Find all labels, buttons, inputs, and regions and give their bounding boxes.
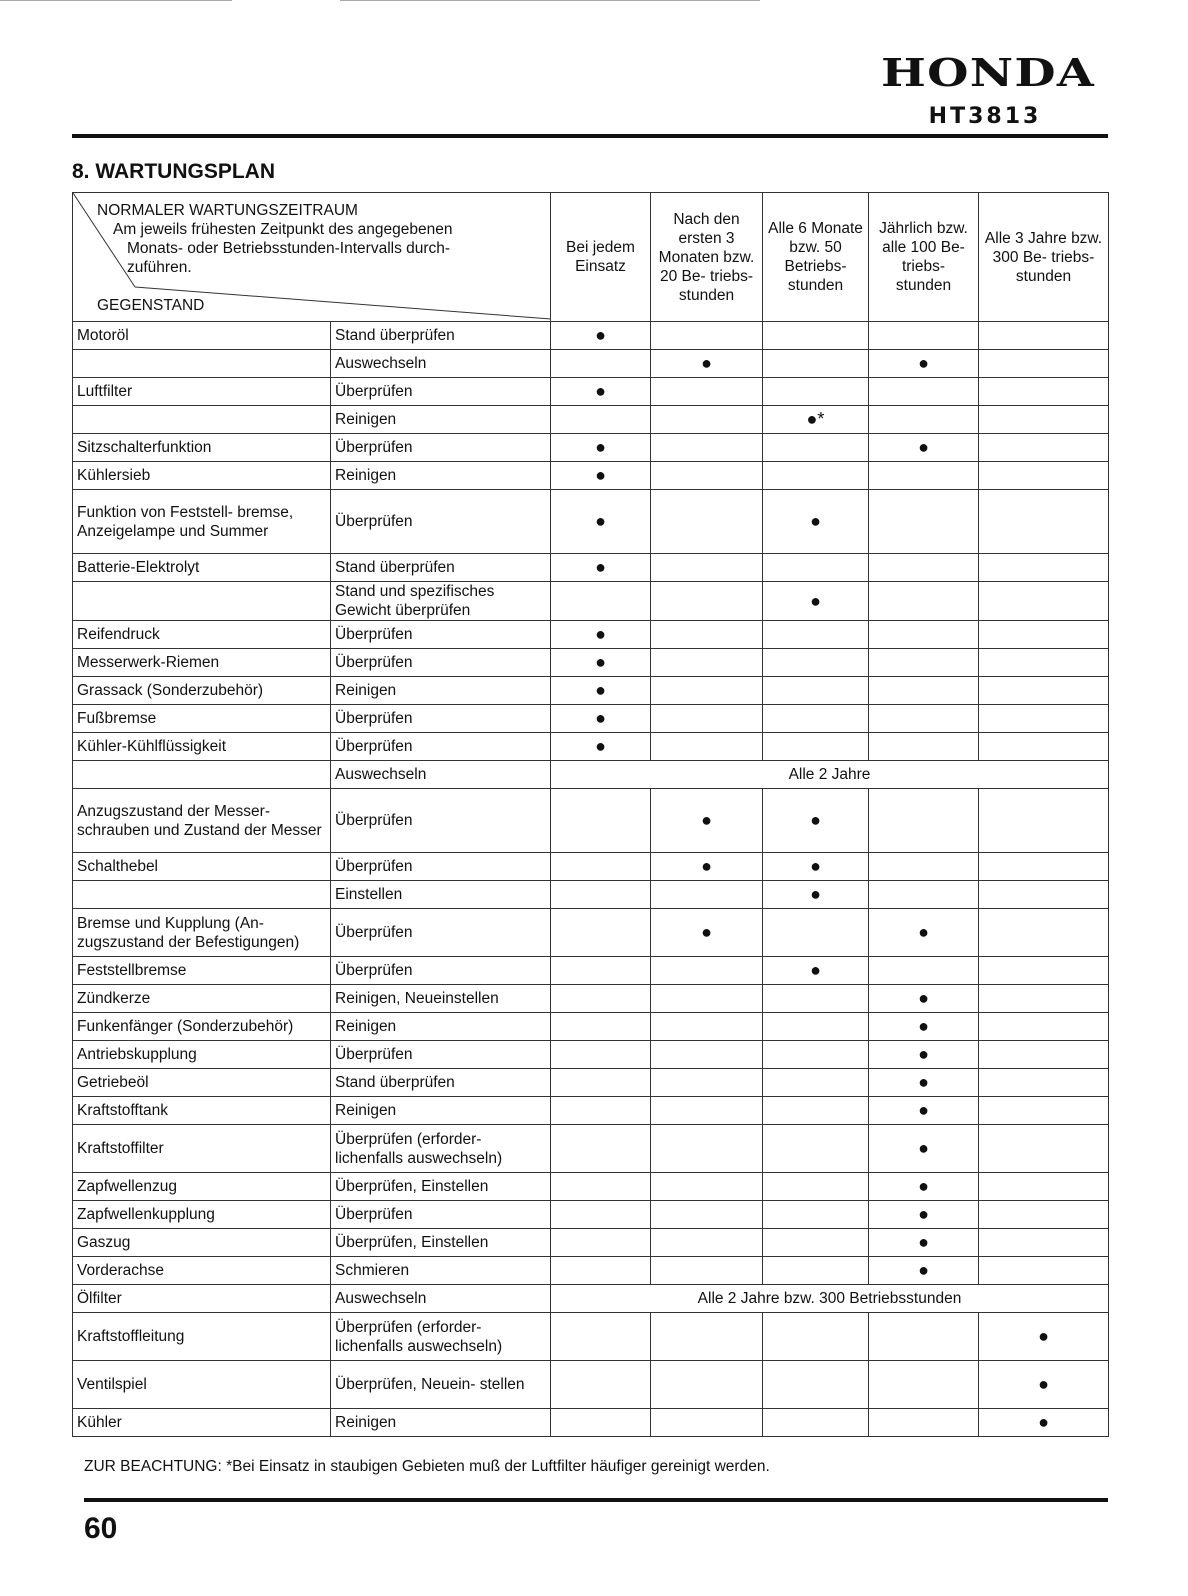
schedule-mark [869,1409,979,1437]
schedule-mark: ● [869,1069,979,1097]
maintenance-action: Reinigen [331,406,551,434]
schedule-mark [979,322,1109,350]
maintenance-item: Bremse und Kupplung (An- zugszustand der Befestigungen) [73,909,331,957]
schedule-mark [651,985,763,1013]
table-row [73,621,1109,649]
maintenance-item: Fußbremse [73,705,331,733]
maintenance-schedule-table [72,192,1109,1437]
schedule-mark [763,1041,869,1069]
maintenance-action: Stand überprüfen [331,322,551,350]
schedule-mark [869,378,979,406]
schedule-mark [869,322,979,350]
table-row [73,554,1109,582]
schedule-mark: ● [869,1229,979,1257]
schedule-mark [979,1201,1109,1229]
maintenance-item: Antriebskupplung [73,1041,331,1069]
table-row [73,1201,1109,1229]
schedule-mark [979,1229,1109,1257]
schedule-mark [869,462,979,490]
schedule-mark [979,649,1109,677]
schedule-mark: ● [551,733,651,761]
schedule-mark: ● [763,853,869,881]
schedule-mark [651,1069,763,1097]
schedule-mark [551,1069,651,1097]
maintenance-action: Reinigen [331,1097,551,1125]
schedule-mark: ● [551,490,651,554]
schedule-mark [763,554,869,582]
schedule-mark [979,350,1109,378]
table-row [73,378,1109,406]
table-row [73,985,1109,1013]
schedule-mark [551,582,651,621]
maintenance-action: Reinigen [331,1409,551,1437]
schedule-mark [551,985,651,1013]
schedule-mark [651,677,763,705]
schedule-mark [763,909,869,957]
schedule-mark [651,1125,763,1173]
maintenance-item: Zündkerze [73,985,331,1013]
schedule-mark [551,957,651,985]
schedule-mark [763,1173,869,1201]
schedule-mark [869,649,979,677]
schedule-mark [869,621,979,649]
schedule-mark: ● [763,789,869,853]
schedule-mark: ● [869,1257,979,1285]
table-row [73,649,1109,677]
schedule-mark: ● [869,1013,979,1041]
schedule-mark [651,1097,763,1125]
schedule-mark [651,733,763,761]
schedule-mark [979,1125,1109,1173]
maintenance-action: Schmieren [331,1257,551,1285]
schedule-mark: ● [869,985,979,1013]
schedule-mark: ● [551,677,651,705]
schedule-mark: ● [651,909,763,957]
maintenance-item [73,406,331,434]
schedule-mark [869,881,979,909]
maintenance-action: Reinigen [331,462,551,490]
maintenance-item: Batterie-Elektrolyt [73,554,331,582]
schedule-mark [979,705,1109,733]
maintenance-item: Funkenfänger (Sonderzubehör) [73,1013,331,1041]
maintenance-item: Ventilspiel [73,1361,331,1409]
schedule-mark [869,789,979,853]
maintenance-item [73,350,331,378]
table-row [73,350,1109,378]
schedule-mark [651,582,763,621]
schedule-mark: ● [551,378,651,406]
schedule-mark [551,853,651,881]
maintenance-item: Kraftstofftank [73,1097,331,1125]
maintenance-action: Stand überprüfen [331,554,551,582]
honda-logo: HONDA [881,50,1095,95]
schedule-mark [979,406,1109,434]
table-row [73,789,1109,853]
schedule-mark [763,1313,869,1361]
schedule-mark [651,705,763,733]
maintenance-item: Reifendruck [73,621,331,649]
table-row [73,733,1109,761]
schedule-mark: ● [551,649,651,677]
schedule-mark [869,853,979,881]
maintenance-action: Reinigen [331,677,551,705]
maintenance-item: Getriebeöl [73,1069,331,1097]
schedule-mark [651,621,763,649]
schedule-mark [763,1229,869,1257]
table-row [73,1097,1109,1125]
schedule-mark [551,1173,651,1201]
schedule-mark: ● [651,789,763,853]
corner-instruction-line-1: Am jeweils frühesten Zeitpunkt des angegebenen [113,221,453,238]
schedule-mark: ● [651,853,763,881]
schedule-mark [979,554,1109,582]
schedule-mark [979,434,1109,462]
schedule-mark [551,1361,651,1409]
maintenance-item: Grassack (Sonderzubehör) [73,677,331,705]
table-row [73,1125,1109,1173]
schedule-mark [763,733,869,761]
schedule-mark [979,881,1109,909]
maintenance-item [73,761,331,789]
table-row [73,677,1109,705]
schedule-mark [551,1201,651,1229]
maintenance-action: Überprüfen (erforder- lichenfalls auswechseln) [331,1313,551,1361]
schedule-mark [551,1257,651,1285]
schedule-mark [869,677,979,705]
table-row [73,909,1109,957]
schedule-mark [979,789,1109,853]
maintenance-action: Überprüfen [331,490,551,554]
table-row [73,1313,1109,1361]
maintenance-item: Kühlersieb [73,462,331,490]
maintenance-item: Kraftstoffilter [73,1125,331,1173]
maintenance-action: Überprüfen [331,621,551,649]
schedule-mark [763,1361,869,1409]
table-row [73,1041,1109,1069]
table-row [73,881,1109,909]
schedule-mark [979,1173,1109,1201]
maintenance-action: Auswechseln [331,350,551,378]
maintenance-item: Vorderachse [73,1257,331,1285]
table-row [73,1257,1109,1285]
schedule-mark: ● [979,1361,1109,1409]
maintenance-item: Luftfilter [73,378,331,406]
maintenance-item: Feststellbremse [73,957,331,985]
schedule-mark [763,434,869,462]
table-row [73,1229,1109,1257]
schedule-mark: ● [763,881,869,909]
maintenance-item: Funktion von Feststell- bremse, Anzeigelampe und Summer [73,490,331,554]
maintenance-action: Überprüfen [331,853,551,881]
schedule-mark [979,1069,1109,1097]
schedule-mark [651,1041,763,1069]
maintenance-item: Kraftstoffleitung [73,1313,331,1361]
schedule-mark [979,490,1109,554]
schedule-mark [979,1097,1109,1125]
maintenance-action: Überprüfen, Einstellen [331,1173,551,1201]
schedule-mark: ● [651,350,763,378]
maintenance-item: Kühler-Kühlflüssigkeit [73,733,331,761]
maintenance-action: Auswechseln [331,1285,551,1313]
schedule-mark [551,1041,651,1069]
maintenance-action: Überprüfen [331,789,551,853]
schedule-mark: ●* [763,406,869,434]
schedule-mark [979,582,1109,621]
schedule-mark: ● [551,705,651,733]
column-header-first-3-months: Nach den ersten 3 Monaten bzw. 20 Be- triebs- stunden [651,193,763,322]
schedule-mark [979,1257,1109,1285]
schedule-mark [651,1173,763,1201]
schedule-mark [979,909,1109,957]
schedule-mark [869,733,979,761]
maintenance-item: Kühler [73,1409,331,1437]
schedule-mark [763,1257,869,1285]
schedule-mark [869,582,979,621]
table-row [73,853,1109,881]
table-row [73,1013,1109,1041]
maintenance-action: Einstellen [331,881,551,909]
schedule-mark [651,462,763,490]
schedule-mark [763,621,869,649]
table-row [73,1361,1109,1409]
schedule-mark [651,322,763,350]
schedule-mark [651,1013,763,1041]
maintenance-item: Messerwerk-Riemen [73,649,331,677]
schedule-mark [551,1229,651,1257]
schedule-mark [869,705,979,733]
schedule-mark [979,621,1109,649]
interval-span-note: Alle 2 Jahre [551,761,1109,789]
table-row [73,957,1109,985]
schedule-mark: ● [979,1409,1109,1437]
schedule-mark [763,677,869,705]
maintenance-item: Zapfwellenkupplung [73,1201,331,1229]
maintenance-action: Überprüfen [331,957,551,985]
schedule-mark [651,406,763,434]
table-row [73,1409,1109,1437]
schedule-mark [651,490,763,554]
schedule-mark [551,350,651,378]
schedule-mark [551,881,651,909]
maintenance-action: Überprüfen (erforder- lichenfalls auswechseln) [331,1125,551,1173]
schedule-mark [551,1409,651,1437]
schedule-mark [869,490,979,554]
schedule-mark [651,1361,763,1409]
table-row [73,582,1109,621]
maintenance-action: Überprüfen [331,733,551,761]
schedule-mark: ● [869,1125,979,1173]
schedule-mark [551,1097,651,1125]
schedule-mark: ● [551,554,651,582]
maintenance-item: Zapfwellenzug [73,1173,331,1201]
schedule-mark [869,957,979,985]
corner-instruction-line-3: zuführen. [127,259,192,276]
schedule-mark [979,957,1109,985]
schedule-mark: ● [869,1173,979,1201]
maintenance-item: Anzugszustand der Messer- schrauben und Zustand der Messer [73,789,331,853]
schedule-mark [979,1041,1109,1069]
top-edge-rule-left [0,0,232,1]
schedule-mark [763,1201,869,1229]
schedule-mark [869,554,979,582]
schedule-mark: ● [551,434,651,462]
table-row [73,490,1109,554]
schedule-mark [651,649,763,677]
column-header-each-use: Bei jedem Einsatz [551,193,651,322]
footnote: ZUR BEACHTUNG: *Bei Einsatz in staubigen Gebieten muß der Luftfilter häufiger gereinigt werden. [84,1458,770,1475]
corner-instruction-line-2: Monats- oder Betriebsstunden-Intervalls durch- [127,240,451,257]
table-row [73,434,1109,462]
maintenance-action: Stand überprüfen [331,1069,551,1097]
maintenance-action: Überprüfen [331,1041,551,1069]
schedule-mark [763,1409,869,1437]
schedule-mark [651,881,763,909]
schedule-mark [551,406,651,434]
header-corner-cell [73,193,551,322]
maintenance-item: Gaszug [73,1229,331,1257]
maintenance-item: Sitzschalterfunktion [73,434,331,462]
schedule-mark [979,462,1109,490]
schedule-mark [763,350,869,378]
table-header-row [73,193,1109,322]
table-row [73,322,1109,350]
maintenance-action: Überprüfen [331,705,551,733]
maintenance-action: Überprüfen [331,434,551,462]
page-number: 60 [84,1512,118,1545]
schedule-mark [551,1125,651,1173]
schedule-mark [651,1409,763,1437]
schedule-mark [979,1013,1109,1041]
schedule-mark: ● [869,434,979,462]
maintenance-item [73,881,331,909]
schedule-mark [979,733,1109,761]
schedule-mark: ● [551,462,651,490]
table-row [73,705,1109,733]
object-column-label: GEGENSTAND [97,297,205,314]
schedule-mark: ● [869,1201,979,1229]
schedule-mark [869,1361,979,1409]
schedule-mark [551,789,651,853]
schedule-mark: ● [979,1313,1109,1361]
model-number: HT3813 [928,104,1042,129]
schedule-mark [869,1313,979,1361]
maintenance-action: Überprüfen [331,1201,551,1229]
schedule-mark [651,1313,763,1361]
schedule-body [73,322,1109,1437]
schedule-mark [763,649,869,677]
schedule-mark: ● [763,490,869,554]
schedule-mark [651,1229,763,1257]
maintenance-item: Motoröl [73,322,331,350]
schedule-mark [763,322,869,350]
schedule-mark [651,434,763,462]
maintenance-item: Ölfilter [73,1285,331,1313]
schedule-mark: ● [763,957,869,985]
maintenance-action: Überprüfen, Einstellen [331,1229,551,1257]
schedule-mark: ● [869,350,979,378]
schedule-mark: ● [551,322,651,350]
schedule-mark [763,1013,869,1041]
interval-span-note: Alle 2 Jahre bzw. 300 Betriebsstunden [551,1285,1109,1313]
column-header-every-6-months: Alle 6 Monate bzw. 50 Betriebs- stunden [763,193,869,322]
maintenance-action: Überprüfen, Neuein- stellen [331,1361,551,1409]
table-row [73,462,1109,490]
schedule-mark [979,378,1109,406]
table-row [73,1285,1109,1313]
schedule-mark: ● [869,1041,979,1069]
schedule-mark [551,1013,651,1041]
maintenance-action: Überprüfen [331,378,551,406]
table-row [73,1173,1109,1201]
maintenance-action: Reinigen [331,1013,551,1041]
schedule-mark [763,1125,869,1173]
maintenance-action: Überprüfen [331,909,551,957]
schedule-mark: ● [763,582,869,621]
schedule-mark [763,1097,869,1125]
top-edge-rule-center [340,0,760,1]
table-row [73,1069,1109,1097]
schedule-mark [651,957,763,985]
column-header-every-3-years: Alle 3 Jahre bzw. 300 Be- triebs- stunden [979,193,1109,322]
schedule-mark [763,705,869,733]
schedule-mark [651,554,763,582]
schedule-mark [979,985,1109,1013]
maintenance-action: Auswechseln [331,761,551,789]
schedule-mark [651,1257,763,1285]
schedule-mark [763,1069,869,1097]
schedule-mark: ● [551,621,651,649]
maintenance-item: Schalthebel [73,853,331,881]
maintenance-action: Reinigen, Neueinstellen [331,985,551,1013]
schedule-mark [763,378,869,406]
section-title: 8. WARTUNGSPLAN [72,160,276,183]
schedule-mark [651,1201,763,1229]
maintenance-item [73,582,331,621]
maintenance-action: Stand und spezifisches Gewicht überprüfen [331,582,551,621]
schedule-mark: ● [869,1097,979,1125]
table-row [73,761,1109,789]
schedule-mark [869,406,979,434]
table-row [73,406,1109,434]
schedule-mark [979,677,1109,705]
schedule-mark: ● [869,909,979,957]
schedule-interval-title: NORMALER WARTUNGSZEITRAUM [97,202,358,219]
column-header-yearly: Jährlich bzw. alle 100 Be- triebs- stunden [869,193,979,322]
schedule-mark [979,853,1109,881]
schedule-mark [651,378,763,406]
schedule-mark [763,462,869,490]
footer-rule [84,1498,1108,1502]
header-rule [72,134,1108,138]
maintenance-action: Überprüfen [331,649,551,677]
schedule-mark [551,909,651,957]
schedule-mark [763,985,869,1013]
schedule-mark [551,1313,651,1361]
